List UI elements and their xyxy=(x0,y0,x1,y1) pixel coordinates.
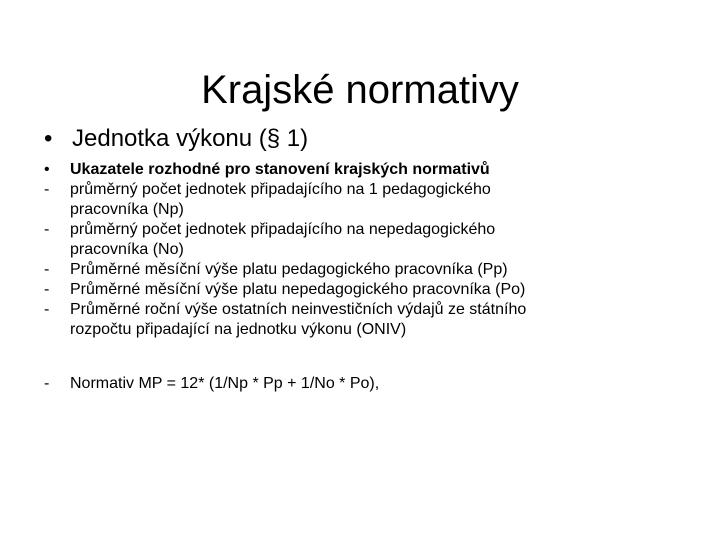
bullet-marker: • xyxy=(44,161,50,178)
list-item-text-line: Průměrné roční výše ostatních neinvestičních výdajů ze státního xyxy=(70,301,527,318)
main-bullet xyxy=(44,124,308,154)
list-item xyxy=(44,280,684,300)
slide-title: Krajské normativy xyxy=(201,68,519,112)
list-item xyxy=(44,300,684,340)
spacer xyxy=(44,340,684,374)
list-item-text-line: pracovníka (No) xyxy=(70,241,184,258)
dash-marker: - xyxy=(44,375,50,392)
list-item-text: Průměrné měsíční výše platu nepedagogického pracovníka (Po) xyxy=(70,281,526,298)
list-item-text: Průměrné měsíční výše platu pedagogického pracovníka (Pp) xyxy=(70,261,508,278)
list-item xyxy=(44,180,684,220)
list-item-text-line: rozpočtu připadající na jednotku výkonu (ONIV) xyxy=(70,321,407,338)
dash-marker: - xyxy=(44,301,50,318)
dash-marker: - xyxy=(44,221,50,238)
bullet-marker: • xyxy=(44,125,53,152)
list-item xyxy=(44,160,684,180)
list-item-text-line: průměrný počet jednotek připadajícího na nepedagogického xyxy=(70,221,496,238)
formula-item xyxy=(44,374,684,394)
dash-marker: - xyxy=(44,261,50,278)
list-item-text-line: průměrný počet jednotek připadajícího na 1 pedagogického xyxy=(70,181,491,198)
dash-marker: - xyxy=(44,181,50,198)
indicator-list xyxy=(44,160,684,394)
list-item xyxy=(44,220,684,260)
dash-marker: - xyxy=(44,281,50,298)
list-item-text-line: pracovníka (Np) xyxy=(70,201,184,218)
list-item xyxy=(44,260,684,280)
main-bullet-text: Jednotka výkonu (§ 1) xyxy=(72,125,309,152)
list-item-text: Ukazatele rozhodné pro stanovení krajských normativů xyxy=(70,161,490,178)
formula-text: Normativ MP = 12* (1/Np * Pp + 1/No * Po), xyxy=(70,375,380,392)
